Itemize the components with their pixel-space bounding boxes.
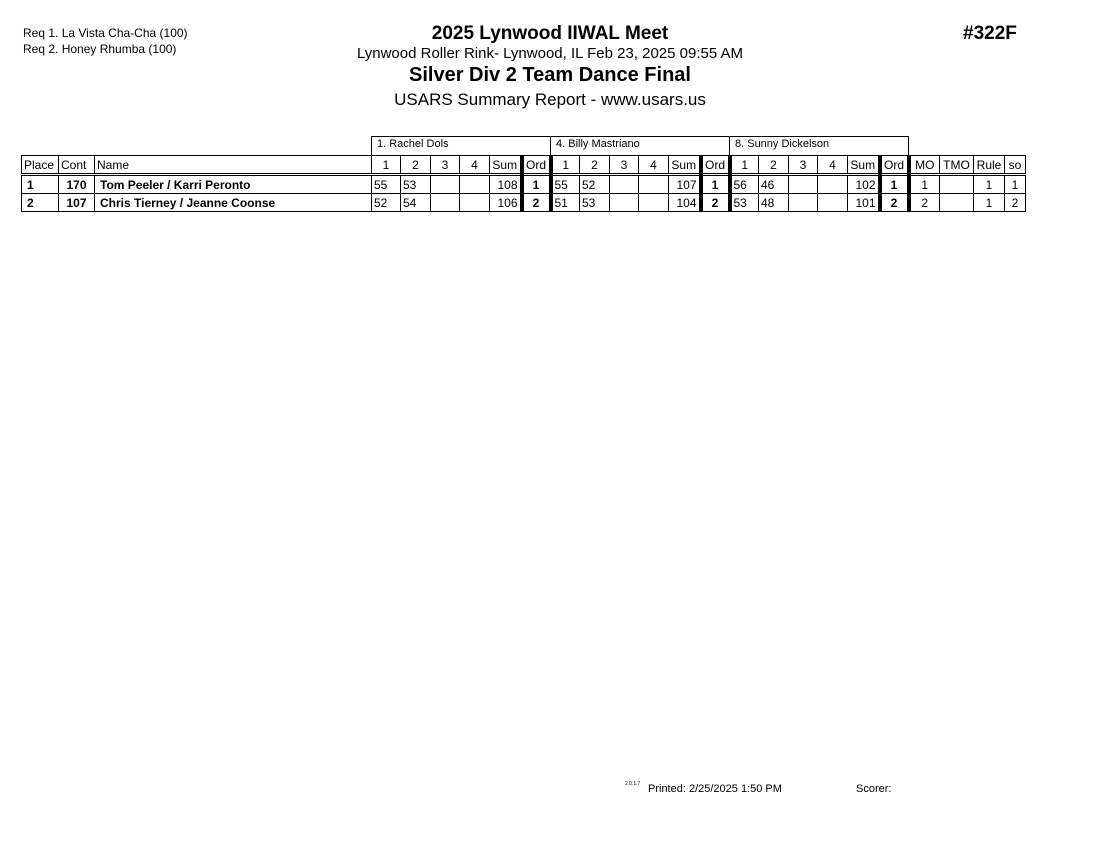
j1-score-4 [460, 175, 490, 194]
table-row [22, 175, 1026, 194]
judge-3-name: 8. Sunny Dickelson [730, 137, 909, 156]
col-j2-dance-2: 2 [580, 156, 610, 175]
j3-sum: 102 [848, 175, 880, 194]
col-name: Name [95, 156, 372, 175]
team-name: Chris Tierney / Jeanne Coonse [95, 194, 372, 212]
col-tmo: TMO [940, 156, 974, 175]
j1-sum: 106 [490, 194, 522, 212]
standing-order: 2 [1005, 194, 1026, 212]
j3-score-2: 48 [759, 194, 789, 212]
j2-score-2: 52 [580, 175, 610, 194]
j3-score-4 [818, 194, 848, 212]
j1-sum: 108 [490, 175, 522, 194]
col-j2-dance-4: 4 [639, 156, 669, 175]
event-title: Silver Div 2 Team Dance Final [409, 64, 691, 86]
col-j3-dance-4: 4 [818, 156, 848, 175]
col-j1-dance-3: 3 [431, 156, 460, 175]
judge-header-row [22, 137, 1026, 156]
col-j1-dance-1: 1 [372, 156, 401, 175]
scorer-label: Scorer: [856, 783, 892, 795]
report-title: USARS Summary Report - www.usars.us [394, 90, 706, 109]
meet-title: 2025 Lynwood IIWAL Meet [431, 23, 669, 44]
j1-ordinal: 2 [522, 194, 551, 212]
col-j2-dance-3: 3 [610, 156, 639, 175]
standing-order: 1 [1005, 175, 1026, 194]
j3-ordinal: 1 [880, 175, 909, 194]
col-so: so [1005, 156, 1026, 175]
j3-score-1: 53 [730, 194, 759, 212]
j2-sum: 107 [669, 175, 701, 194]
competitor-number: 170 [59, 175, 95, 194]
j1-score-2: 53 [401, 175, 431, 194]
j2-sum: 104 [669, 194, 701, 212]
requirement-2: Req 2. Honey Rhumba (100) [23, 42, 177, 56]
printed-timestamp: Printed: 2/25/2025 1:50 PM [648, 783, 782, 795]
j2-score-3 [610, 175, 639, 194]
col-j1-sum: Sum [490, 156, 522, 175]
col-j3-ord: Ord [880, 156, 909, 175]
judge-2-name: 4. Billy Mastriano [551, 137, 730, 156]
j3-score-3 [789, 175, 818, 194]
j2-score-1: 51 [551, 194, 580, 212]
total-majority-ordinal [940, 194, 974, 212]
j2-score-1: 55 [551, 175, 580, 194]
judge-1-name: 1. Rachel Dols [372, 137, 551, 156]
j2-score-4 [639, 175, 669, 194]
col-j3-dance-2: 2 [759, 156, 789, 175]
col-j2-dance-1: 1 [551, 156, 580, 175]
col-rule: Rule [974, 156, 1005, 175]
j1-score-3 [431, 175, 460, 194]
j3-ordinal: 2 [880, 194, 909, 212]
j3-score-4 [818, 175, 848, 194]
j1-score-1: 55 [372, 175, 401, 194]
rule: 1 [974, 175, 1005, 194]
j2-score-4 [639, 194, 669, 212]
place: 2 [22, 194, 59, 212]
dance-requirements [23, 25, 188, 57]
col-j1-dance-2: 2 [401, 156, 431, 175]
col-j2-sum: Sum [669, 156, 701, 175]
location-date: Lynwood Roller Rink- Lynwood, IL Feb 23, 2025 09:55 AM [356, 45, 744, 62]
j2-score-3 [610, 194, 639, 212]
col-j3-sum: Sum [848, 156, 880, 175]
j3-sum: 101 [848, 194, 880, 212]
place: 1 [22, 175, 59, 194]
col-mo: MO [909, 156, 940, 175]
col-j1-ord: Ord [522, 156, 551, 175]
j3-score-1: 56 [730, 175, 759, 194]
j1-score-3 [431, 194, 460, 212]
rule: 1 [974, 194, 1005, 212]
j1-score-4 [460, 194, 490, 212]
col-cont: Cont [59, 156, 95, 175]
j3-score-3 [789, 194, 818, 212]
j2-ordinal: 1 [701, 175, 730, 194]
requirement-1: Req 1. La Vista Cha-Cha (100) [23, 26, 188, 40]
event-number: #322F [963, 23, 1017, 44]
majority-ordinal: 1 [909, 175, 940, 194]
table-row [22, 194, 1026, 212]
column-header-row [22, 156, 1026, 175]
majority-ordinal: 2 [909, 194, 940, 212]
col-j2-ord: Ord [701, 156, 730, 175]
j2-ordinal: 2 [701, 194, 730, 212]
total-majority-ordinal [940, 175, 974, 194]
j2-score-2: 53 [580, 194, 610, 212]
competitor-number: 107 [59, 194, 95, 212]
j1-ordinal: 1 [522, 175, 551, 194]
j1-score-2: 54 [401, 194, 431, 212]
team-name: Tom Peeler / Karri Peronto [95, 175, 372, 194]
j3-score-2: 46 [759, 175, 789, 194]
col-j3-dance-3: 3 [789, 156, 818, 175]
j1-score-1: 52 [372, 194, 401, 212]
col-place: Place [22, 156, 59, 175]
software-version: 2.0.1.7 [625, 781, 641, 787]
results-table [21, 136, 1026, 212]
col-j1-dance-4: 4 [460, 156, 490, 175]
col-j3-dance-1: 1 [730, 156, 759, 175]
